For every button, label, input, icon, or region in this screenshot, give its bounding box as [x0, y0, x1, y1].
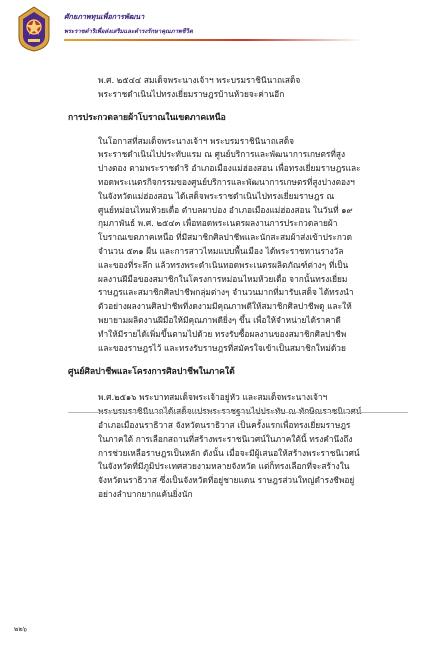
page-header: [0, 0, 432, 60]
text-line: พ.ศ. ๒๕๔๔ สมเด็จพระนางเจ้าฯ พระบรมราชินีนาถเสด็จ: [98, 75, 301, 85]
text-line: ศูนย์หม่อนไหมห้วยเดื่อ ตำบลผาบ่อง อำเภอเมืองแม่ฮ่องสอน ในวันที่ ๑๙: [98, 204, 353, 215]
text-line: ในโอกาสที่สมเด็จพระนางเจ้าฯ พระบรมราชินีนาถเสด็จ: [98, 135, 295, 146]
text-line: และของที่ระลึก แล้วทรงพระดำเนินทอดพระเนตรผลิตภัณฑ์ต่างๆ ที่เป็น: [98, 259, 349, 270]
page-number: ๒๒๖: [14, 625, 27, 633]
text-line: จังหวัดนราธิวาส ซึ่งเป็นจังหวัดที่อยู่ชายแดน ราษฎรส่วนใหญ่ดำรงชีพอยู่: [98, 475, 355, 486]
intro-paragraph: [68, 74, 408, 102]
text-line: พระราชดำเนินไปทรงเยี่ยมราษฎรบ้านห้วยจะค่านอีก: [98, 88, 285, 99]
document-title-block: [64, 12, 193, 36]
northern-fabric-paragraph: [68, 135, 408, 356]
text-line: กุมภาพันธ์ พ.ศ. ๒๕๔๓ เพื่อทอดพระเนตรผลงานการประกวดลายผ้า: [98, 218, 338, 229]
document-title: ศักยภาพทุนเพื่อการพัฒนา: [64, 12, 145, 21]
text-line: ในจังหวัดแม่ฮ่องสอน ได้เสด็จพระราชดำเนินไปทรงเยี่ยมราษฎร ณ: [98, 190, 335, 201]
page-body: [68, 74, 408, 502]
section-divider: [68, 412, 408, 413]
text-line: พระราชดำเนินไปประทับแรม ณ ศูนย์บริการและพัฒนาการเกษตรที่สูง: [98, 149, 346, 160]
text-line: อย่างลำบากยากแค้นยิ่งนัก: [98, 488, 193, 499]
text-line: พ.ศ.๒๕๑๖ พระบาทสมเด็จพระเจ้าอยู่หัว และสมเด็จพระนางเจ้าฯ: [98, 392, 328, 403]
southern-craft-paragraph: [68, 391, 408, 501]
text-line: ตัวอย่างผลงานศิลปาชีพที่งดงามมีคุณภาพดีให้สมาชิกศิลปาชีพดู และให้: [98, 301, 352, 312]
header-rule: [64, 39, 364, 41]
text-line: ปางตอง ตามพระราชดำริ อำเภอเมืองแม่ฮ่องสอน เพื่อทรงเยี่ยมราษฎรและ: [98, 163, 361, 174]
section-heading-northern-fabric-contest: การประกวดลายผ้าโบราณในเขตภาคเหนือ: [68, 112, 226, 123]
text-line: โบราณเขตภาคเหนือ ที่มีสมาชิกศิลปาชีพและนักสะสมผ้าส่งเข้าประกวด: [98, 232, 352, 243]
text-line: และของราษฎรไว้ และทรงรับราษฎรที่สมัครใจเข้าเป็นสมาชิกใหม่ด้วย: [98, 342, 346, 353]
text-line: การช่วยเหลือราษฎรเป็นหลัก ดังนั้น เมื่อจะมีผู้เสนอให้สร้างพระราชนิเวศน์: [98, 447, 360, 458]
text-line: จำนวน ๕๓๑ ผืน และการสาวไหมแบบพื้นเมือง ได้พระราชทานรางวัล: [98, 245, 344, 256]
text-line: พยายามผลิตงานฝีมือให้มีคุณภาพดียิ่งๆ ขึ้น เพื่อให้จำหน่ายได้ราคาดี: [98, 314, 341, 325]
text-line: ทอดพระเนตรกิจกรรมของศูนย์บริการและพัฒนาการเกษตรที่สูงปางตองฯ: [98, 176, 355, 187]
text-line: ในภาคใต้ การเลือกสถานที่สร้างพระราชนิเวศน์ในภาคใต้นี้ ทรงคำนึงถึง: [98, 433, 353, 444]
text-line: ทำให้มีรายได้เพิ่มขึ้นตามไปด้วย ทรงรับซื้อผลงานของสมาชิกศิลปาชีพ: [98, 328, 347, 339]
text-line: อำเภอเมืองนราธิวาส จังหวัดนราธิวาส เป็นครั้งแรกเพื่อทรงเยี่ยมราษฎร: [98, 419, 351, 430]
royal-emblem-icon: [14, 6, 54, 52]
text-line: ในจังหวัดที่มีภูมิประเทศสวยงามหลายจังหวัด แต่ก็ทรงเลือกที่จะสร้างใน: [98, 461, 350, 472]
text-line: ราษฎรและสมาชิกศิลปาชีพกลุ่มต่างๆ จำนวนมากที่มารับเสด็จ ได้ทรงนำ: [98, 287, 354, 298]
text-line: ผลงานฝีมือของสมาชิกในโครงการหม่อนไหมห้วยเดื่อ จากนั้นทรงเยี่ยม: [98, 273, 348, 284]
section-heading-southern-craft-centers: ศูนย์ศิลปาชีพและโครงการศิลปาชีพในภาคใต้: [68, 367, 235, 378]
document-subtitle: พระราชดำริเพื่อส่งเสริมและดำรงรักษาคุณภาพชีวิต: [64, 29, 193, 35]
